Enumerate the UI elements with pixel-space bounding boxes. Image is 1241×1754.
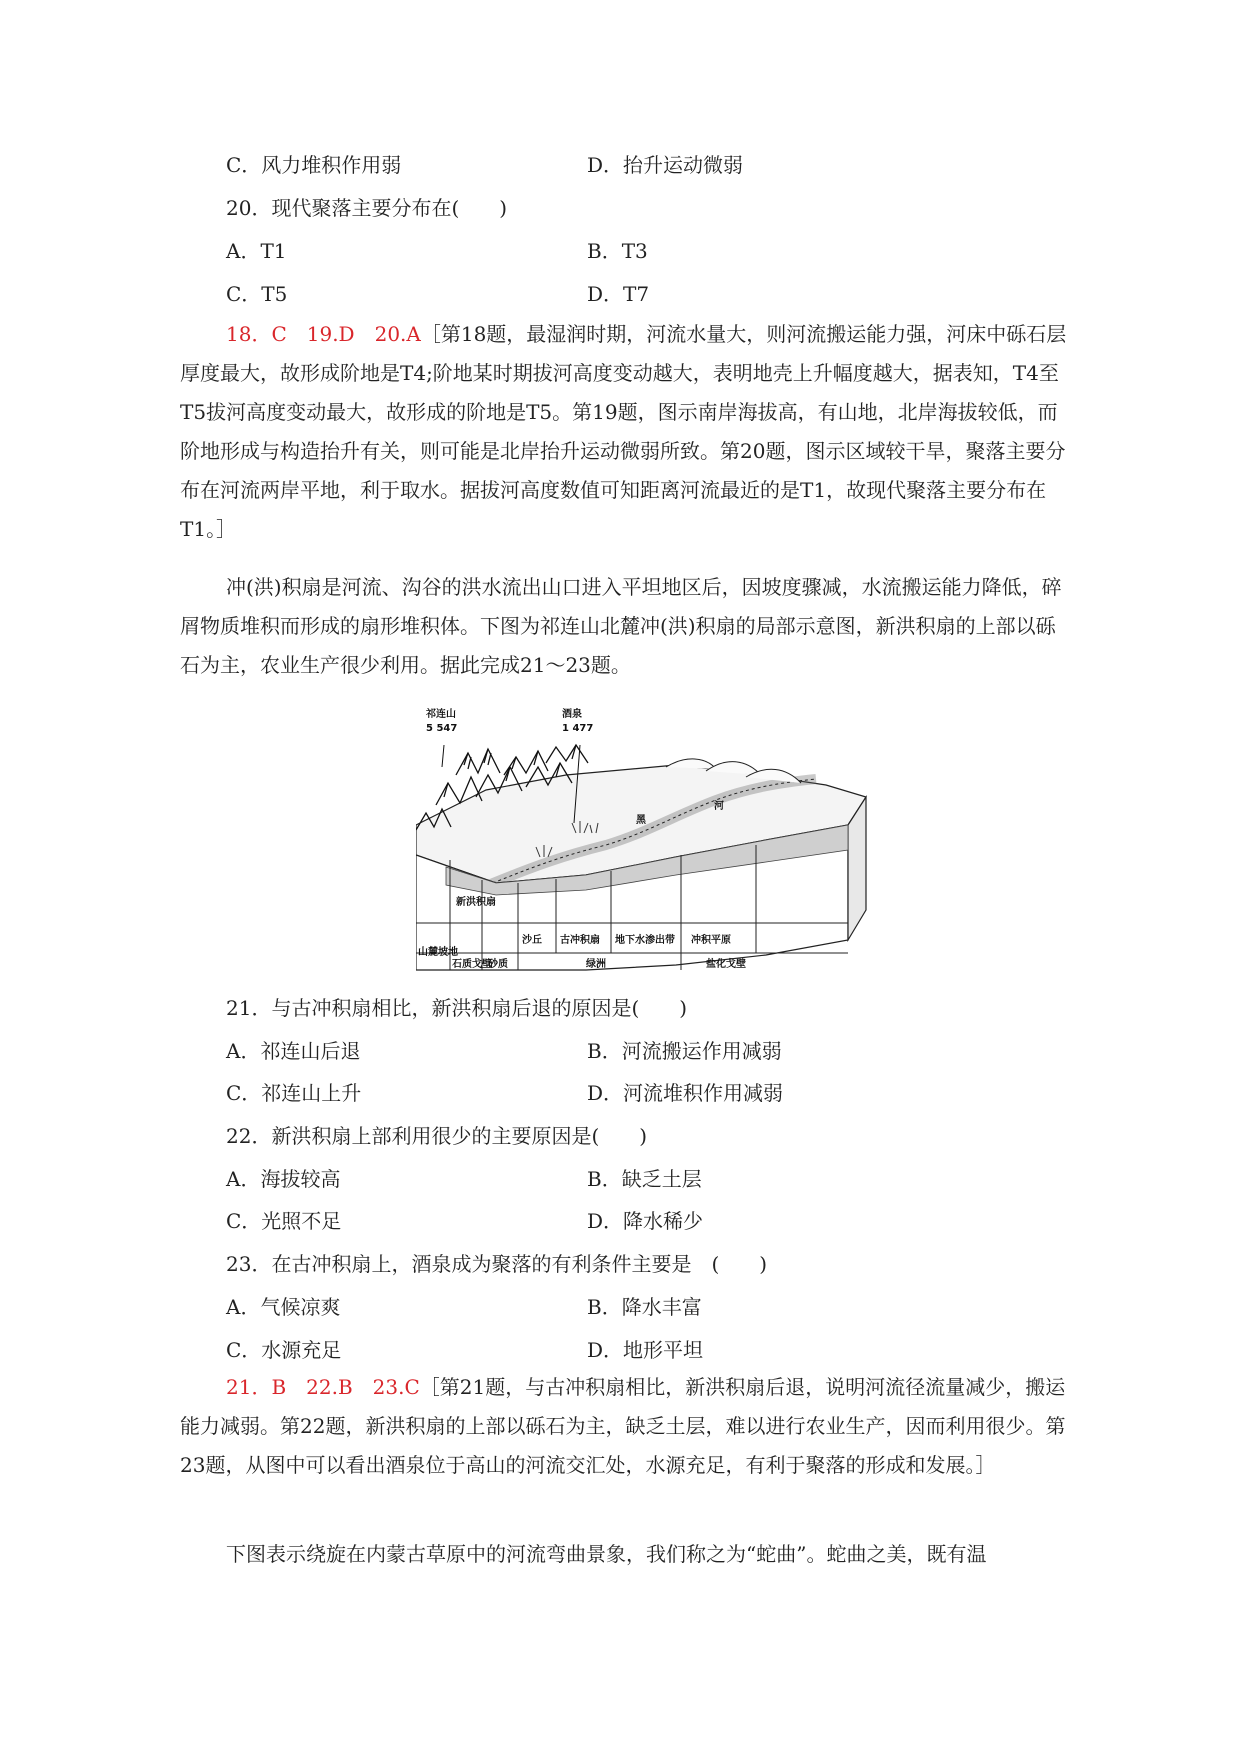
- zone-seepage-belt: 地下水渗出带: [615, 935, 675, 946]
- q23-option-c: C．水源充足: [226, 1338, 342, 1362]
- q21-stem: 21．与古冲积扇相比，新洪积扇后退的原因是( ): [226, 996, 688, 1020]
- peak2-name: 酒泉: [562, 709, 582, 720]
- answer-explanation-21-23: ［第21题，与古冲积扇相比，新洪积扇后退，说明河流径流量减少，搬运能力减弱。第22题，新洪积扇的上部以砾石为主，缺乏土层，难以进行农业生产，因而利用很少。第23题，从图中可以看出酒泉位于高山的河流交汇处，水源充足，有利于聚落的形成和发展。］: [180, 1375, 1066, 1477]
- alluvial-fan-diagram: [416, 705, 884, 977]
- zone-ancient-fan: 古冲积扇: [560, 935, 600, 946]
- q21-option-d: D．河流堆积作用减弱: [587, 1081, 784, 1105]
- peak1-leader: [442, 745, 444, 767]
- zone-saline-gobi: 盐化戈壁: [706, 959, 746, 970]
- zone-oasis: 绿洲: [586, 959, 606, 970]
- intro-next: 下图表示绕旋在内蒙古草原中的河流弯曲景象，我们称之为“蛇曲”。蛇曲之美，既有温: [226, 1542, 987, 1566]
- zone-new-fan: 新洪积扇: [456, 897, 496, 908]
- answer-explanation-18-20: ［第18题，最湿润时期，河流水量大，则河流搬运能力强，河床中砾石层厚度最大，故形成阶地是T4;阶地某时期拔河高度变动越大，表明地壳上升幅度越大，据表知，T4至T5拔河高度变动最大，故形成的阶地是T5。第19题，图示南岸海拔高，有山地，北岸海拔较低，而阶地形成与构造抬升有关，则可能是北岸抬升运动微弱所致。第20题，图示区域较干旱，聚落主要分布在河流两岸平地，利于取水。据拔河高度数值可知距离河流最近的是T1，故现代聚落主要分布在T1。］: [180, 322, 1067, 541]
- q21-option-a: A．祁连山后退: [226, 1039, 361, 1063]
- q22-option-c: C．光照不足: [226, 1209, 342, 1233]
- answer-keys-18-20: 18．C 19.D 20.A: [226, 322, 421, 346]
- q19-option-c: C．风力堆积作用弱: [226, 153, 402, 177]
- q22-option-a: A．海拔较高: [226, 1167, 341, 1191]
- peak2-height: 1 477: [562, 723, 594, 734]
- zone-dune: 沙丘: [522, 935, 542, 946]
- zone-piedmont: 山麓坡地: [418, 947, 458, 958]
- q22-stem: 22．新洪积扇上部利用很少的主要原因是( ): [226, 1124, 648, 1148]
- q23-option-d: D．地形平坦: [587, 1338, 704, 1362]
- answer-keys-21-23: 21．B 22.B 23.C: [226, 1375, 420, 1399]
- q20-option-b: B．T3: [587, 239, 648, 263]
- q20-stem: 20．现代聚落主要分布在( ): [226, 196, 508, 220]
- q21-option-c: C．祁连山上升: [226, 1081, 362, 1105]
- intro-21-23: 冲(洪)积扇是河流、沟谷的洪水流出山口进入平坦地区后，因坡度骤减，水流搬运能力降低，碎屑物质堆积而形成的扇形堆积体。下图为祁连山北麓冲(洪)积扇的局部示意图，新洪积扇的上部以砾石为主，农业生产很少利用。据此完成21～23题。: [180, 575, 1062, 677]
- q20-option-a: A．T1: [226, 239, 287, 263]
- q20-option-c: C．T5: [226, 282, 288, 306]
- q22-option-d: D．降水稀少: [587, 1209, 704, 1233]
- zone-sandy: 砂质: [488, 959, 508, 970]
- q20-option-d: D．T7: [587, 282, 650, 306]
- peak1-height: 5 547: [426, 723, 458, 734]
- river-label-he: 河: [714, 801, 724, 812]
- q19-option-d: D．抬升运动微弱: [587, 153, 744, 177]
- q23-option-b: B．降水丰富: [587, 1295, 702, 1319]
- alluvial-fan-figure: [416, 705, 884, 977]
- q23-option-a: A．气候凉爽: [226, 1295, 341, 1319]
- zone-alluvial-plain: 冲积平原: [691, 935, 731, 946]
- answer-18-20: [180, 315, 1070, 549]
- zone-rock-gobi: 石质戈壁: [452, 959, 492, 970]
- q21-option-b: B．河流搬运作用减弱: [587, 1039, 782, 1063]
- q23-stem: 23．在古冲积扇上，酒泉成为聚落的有利条件主要是 ( ): [226, 1252, 768, 1276]
- river-label-hei: 黑: [636, 815, 646, 826]
- q22-option-b: B．缺乏土层: [587, 1167, 702, 1191]
- answer-21-23: [180, 1368, 1070, 1485]
- peak1-name: 祁连山: [426, 709, 456, 720]
